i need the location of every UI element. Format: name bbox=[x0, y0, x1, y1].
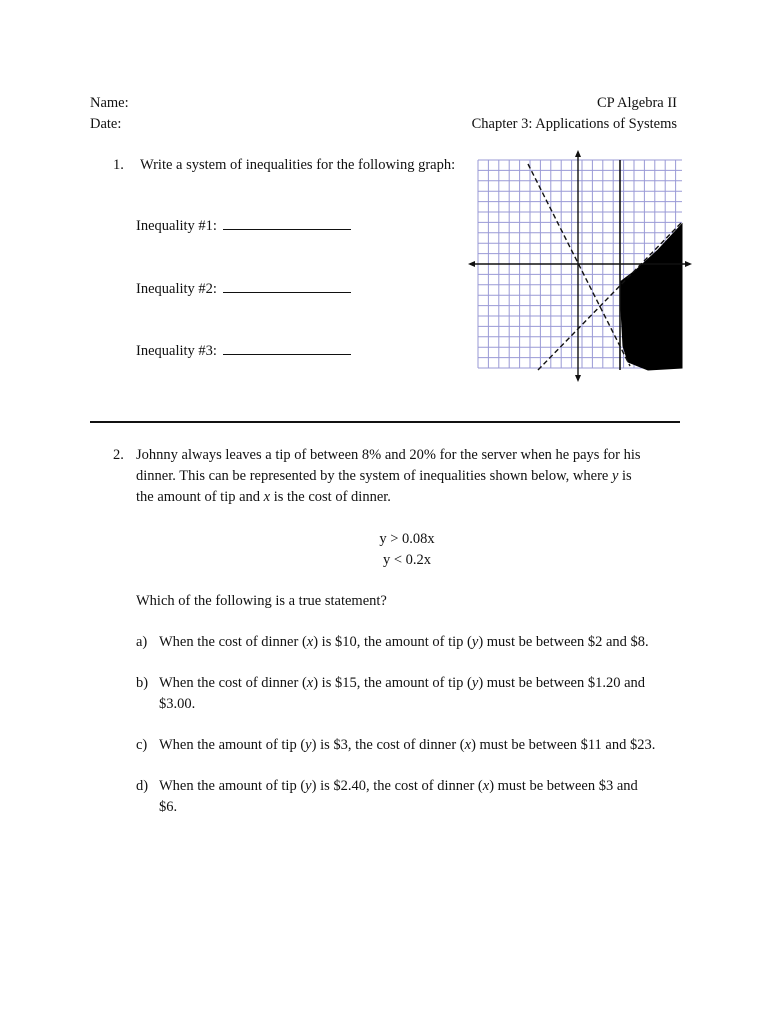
inequality-1-row bbox=[136, 216, 351, 237]
inequality-3-blank[interactable] bbox=[223, 341, 351, 355]
inequality-graph bbox=[468, 150, 694, 382]
q2-text-line-3 bbox=[136, 487, 391, 508]
option-a-letter[interactable]: a) bbox=[136, 634, 148, 650]
inequality-2-blank[interactable] bbox=[223, 279, 351, 293]
option-a-text[interactable]: When the cost of dinner (x) is $10, the amount of tip (y) must be between $2 and $8. bbox=[159, 634, 649, 650]
option-c-text[interactable]: When the amount of tip (y) is $3, the cost of dinner (x) must be between $11 and $23. bbox=[159, 737, 656, 753]
q2-inequality-2: y < 0.2x bbox=[382, 552, 432, 568]
option-d-text-line-2[interactable]: $6. bbox=[159, 799, 178, 815]
q2-text-3-var: x bbox=[263, 489, 271, 505]
option-b-text-line-2[interactable]: $3.00. bbox=[159, 696, 196, 712]
inequality-3-row bbox=[136, 341, 351, 362]
option-d-letter[interactable]: d) bbox=[136, 778, 149, 794]
y-axis-top-arrow bbox=[575, 150, 581, 157]
option-b-text-line-1[interactable]: When the cost of dinner (x) is $15, the amount of tip (y) must be between $1.20 and bbox=[159, 675, 646, 691]
shaded-solution-region bbox=[620, 224, 682, 370]
option-c-letter[interactable]: c) bbox=[136, 737, 148, 753]
q2-text-2-end: is bbox=[622, 468, 632, 484]
dashed-boundary-decreasing bbox=[528, 164, 630, 366]
name-label: Name: bbox=[90, 95, 129, 111]
chapter-title: Chapter 3: Applications of Systems bbox=[471, 116, 677, 132]
option-d-text-line-1[interactable]: When the amount of tip (y) is $2.40, the cost of dinner (x) must be between $3 and bbox=[159, 778, 638, 794]
q2-number: 2. bbox=[113, 447, 124, 463]
q2-inequality-1: y > 0.08x bbox=[379, 531, 435, 547]
inequality-1-label: Inequality #1: bbox=[136, 218, 217, 234]
section-divider bbox=[90, 421, 680, 423]
q2-text-3-b: is the cost of dinner. bbox=[273, 489, 391, 505]
inequality-3-label: Inequality #3: bbox=[136, 343, 217, 359]
x-axis-left-arrow bbox=[468, 261, 475, 267]
y-axis-bottom-arrow bbox=[575, 375, 581, 382]
inequality-1-blank[interactable] bbox=[223, 216, 351, 230]
q2-text-3-a: the amount of tip and bbox=[136, 489, 261, 505]
course-title: CP Algebra II bbox=[596, 95, 677, 111]
x-axis-right-arrow bbox=[685, 261, 692, 267]
q2-text-line-1: Johnny always leaves a tip of between 8% and 20% for the server when he pays for his bbox=[136, 447, 641, 463]
option-b-letter[interactable]: b) bbox=[136, 675, 149, 691]
date-label: Date: bbox=[90, 116, 122, 132]
inequality-2-row bbox=[136, 279, 351, 300]
q2-question: Which of the following is a true statement? bbox=[136, 593, 387, 609]
q1-prompt: Write a system of inequalities for the following graph: bbox=[140, 157, 456, 173]
q2-text-2: dinner. This can be represented by the system of inequalities shown below, where bbox=[136, 468, 609, 484]
q2-text-line-2 bbox=[136, 466, 632, 487]
q1-number: 1. bbox=[113, 157, 124, 173]
inequality-2-label: Inequality #2: bbox=[136, 281, 217, 297]
q2-text-2-var: y bbox=[611, 468, 619, 484]
